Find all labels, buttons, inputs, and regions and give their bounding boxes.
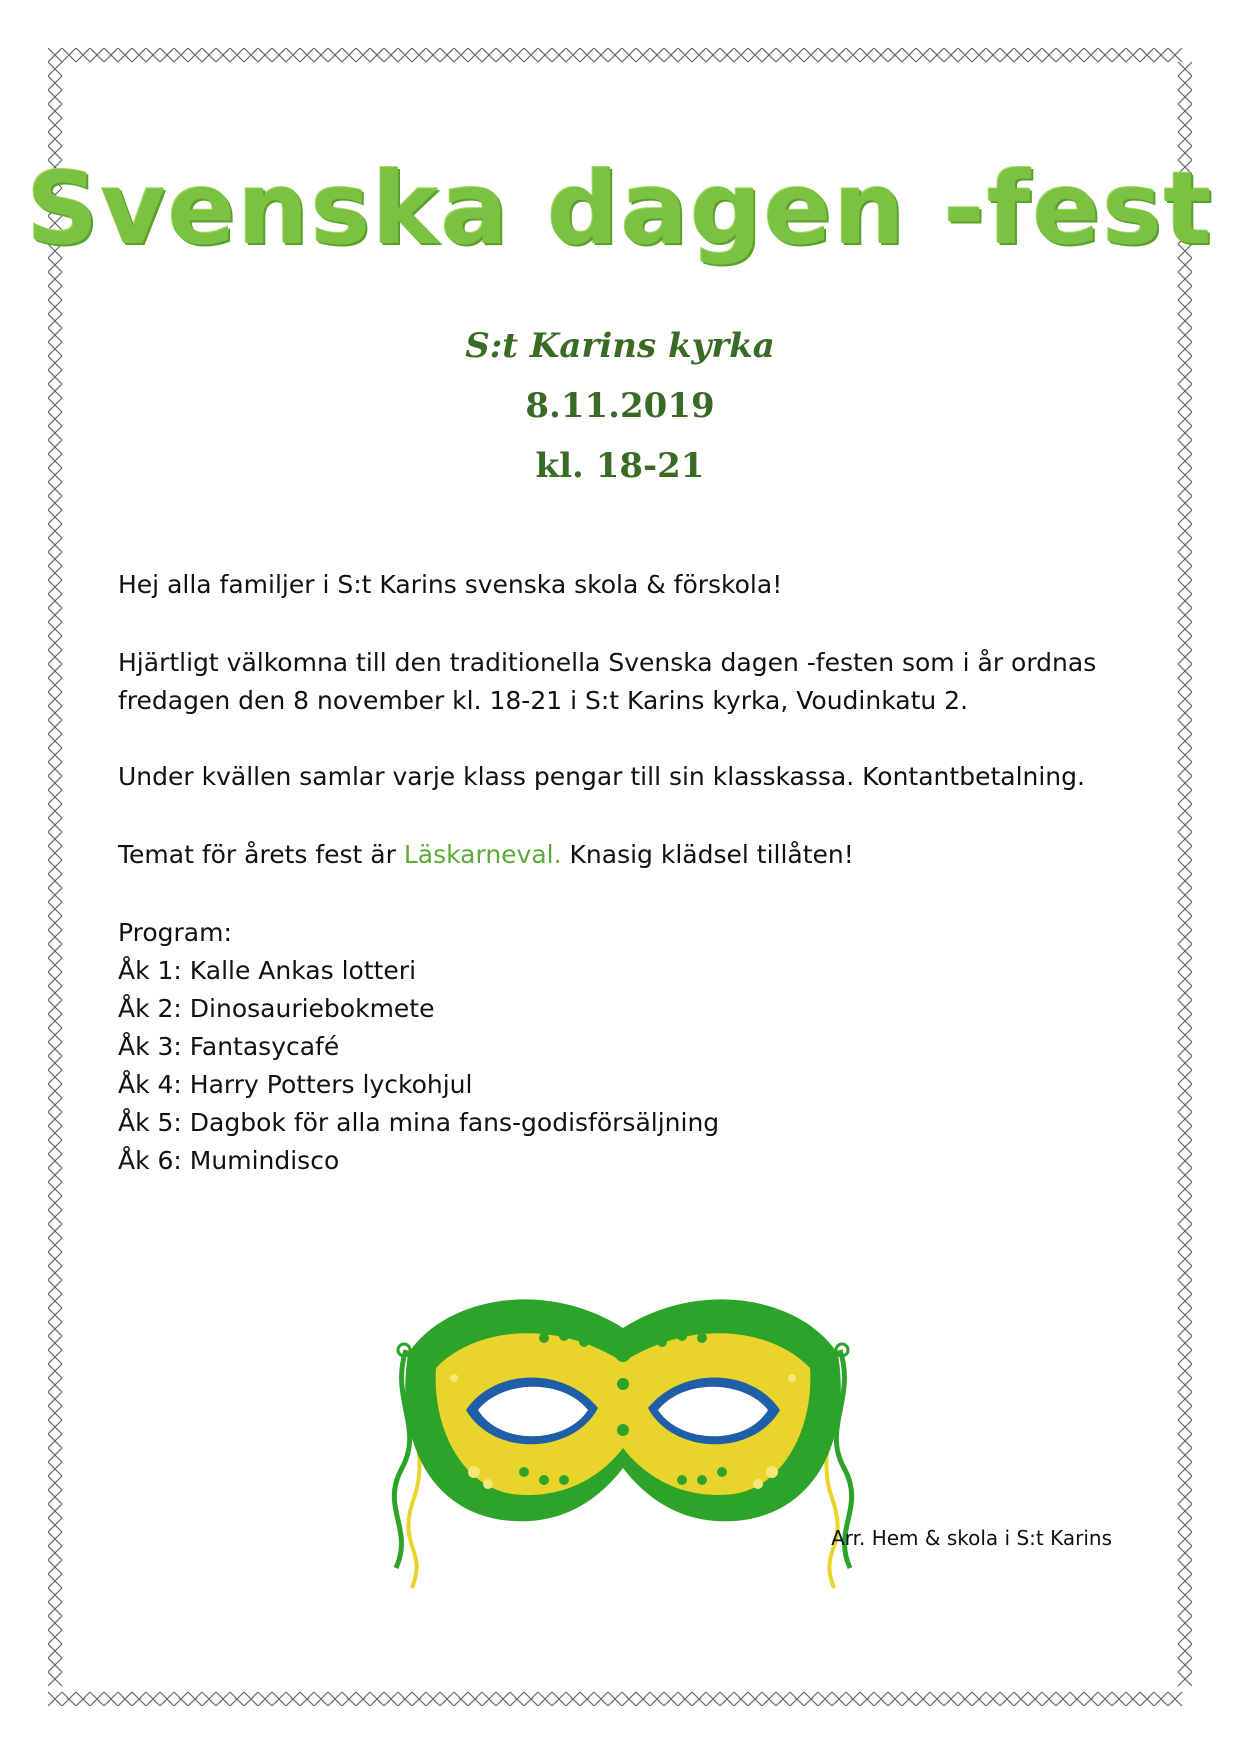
theme-name: Läskarneval. (403, 840, 562, 869)
program-item-6: Åk 6: Mumindisco (118, 1146, 340, 1175)
event-location: S:t Karins kyrka (465, 326, 775, 366)
collection-paragraph (118, 758, 1128, 796)
program-heading: Program: (118, 918, 232, 947)
welcome-paragraph (118, 644, 1128, 720)
program-item-3: Åk 3: Fantasycafé (118, 1032, 340, 1061)
welcome-line-2: fredagen den 8 november kl. 18-21 i S:t Karins kyrka, Voudinkatu 2. (118, 686, 969, 715)
greeting-text: Hej alla familjer i S:t Karins svenska skola & förskola! (118, 570, 783, 599)
event-title: Svenska dagen -fest (26, 150, 1214, 267)
event-time: kl. 18-21 (535, 446, 705, 486)
theme-paragraph (118, 836, 1128, 874)
welcome-line-1: Hjärtligt välkomna till den traditionella Svenska dagen -festen som i år ordnas (118, 648, 1097, 677)
greeting-paragraph (118, 566, 1128, 604)
event-date: 8.11.2019 (525, 386, 715, 426)
program-item-2: Åk 2: Dinosauriebokmete (118, 994, 435, 1023)
theme-suffix: Knasig klädsel tillåten! (569, 840, 854, 869)
program-item-4: Åk 4: Harry Potters lyckohjul (118, 1070, 473, 1099)
program-list (118, 914, 1128, 1180)
organizer-note: Arr. Hem & skola i S:t Karins (831, 1526, 1112, 1550)
carnival-mask-icon (384, 1258, 862, 1598)
program-item-5: Åk 5: Dagbok för alla mina fans-godisförsäljning (118, 1108, 720, 1137)
program-item-1: Åk 1: Kalle Ankas lotteri (118, 956, 417, 985)
collection-text: Under kvällen samlar varje klass pengar till sin klasskassa. Kontantbetalning. (118, 762, 1085, 791)
theme-prefix: Temat för årets fest är (118, 840, 396, 869)
